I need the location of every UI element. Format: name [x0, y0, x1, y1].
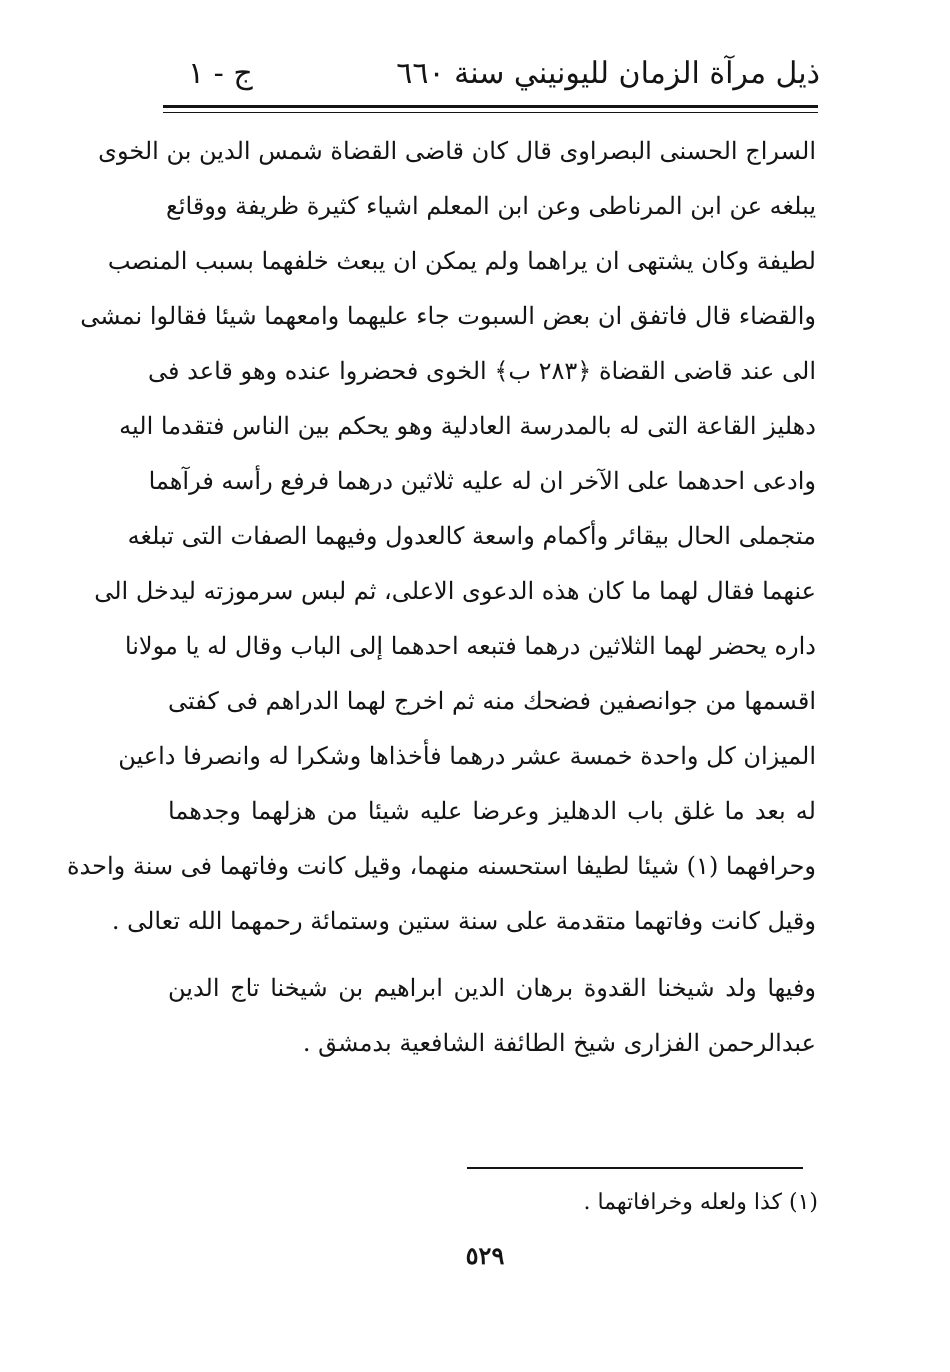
running-header	[160, 48, 820, 100]
text-line: يبلغه عن ابن المرناطى وعن ابن المعلم اشياء كثيرة ظريفة ووقائع	[166, 192, 816, 220]
text-line: الميزان كل واحدة خمسة عشر درهما فأخذاها وشكرا له وانصرفا داعين	[118, 742, 816, 770]
text-line: والقضاء قال فاتفق ان بعض السبوت جاء عليهما وامعهما شيئا فقالوا نمشى	[80, 302, 816, 330]
text-line: اقسمها من جوانصفين فضحك منه ثم اخرج لهما الدراهم فى كفتى	[168, 687, 816, 715]
text-line: عنهما فقال لهما ما كان هذه الدعوى الاعلى، ثم لبس سرموزته ليدخل الى	[94, 577, 816, 605]
text-line: وحرافهما (١) شيئا لطيفا استحسنه منهما، وقيل كانت وفاتهما فى سنة واحدة	[66, 852, 816, 880]
header-title: ذيل مرآة الزمان لليونيني سنة ٦٦٠	[396, 56, 820, 91]
footnote: (١) كذا ولعله وخرافاتهما .	[583, 1190, 818, 1215]
text-line: داره يحضر لهما الثلاثين درهما فتبعه احدهما إلى الباب وقال له يا مولانا	[124, 632, 816, 660]
text-line: دهليز القاعة التى له بالمدرسة العادلية وهو يحكم بين الناس فتقدما اليه	[119, 412, 816, 440]
text-line: لطيفة وكان يشتهى ان يراهما ولم يمكن ان يبعث خلفهما بسبب المنصب	[107, 247, 816, 275]
text-line: متجملى الحال بيقائر وأكمام واسعة كالعدول وفيهما الصفات التى تبلغه	[127, 522, 816, 550]
main-text	[66, 124, 816, 1071]
page-number: ٥٢٩	[465, 1241, 505, 1270]
text-line: له بعد ما غلق باب الدهليز وعرضا عليه شيئا من هزلهما وجدهما	[168, 797, 816, 825]
text-line: وادعى احدهما على الآخر ان له عليه ثلاثين درهما فرفع رأسه فرآهما	[148, 467, 816, 495]
text-line: السراج الحسنى البصراوى قال كان قاضى القضاة شمس الدين بن الخوى	[98, 137, 816, 165]
text-line: الى عند قاضى القضاة ﴿٢٨٣ ب﴾ الخوى فحضروا عنده وهو قاعد فى	[148, 357, 816, 385]
header-volume: ج - ١	[188, 56, 253, 91]
paragraph-1	[66, 124, 816, 949]
header-rule-thick	[163, 105, 818, 108]
paragraph-2	[168, 961, 816, 1071]
text-line: وقيل كانت وفاتهما متقدمة على سنة ستين وستمائة رحمهما الله تعالى .	[111, 907, 816, 935]
text-line: وفيها ولد شيخنا القدوة برهان الدين ابراهيم بن شيخنا تاج الدين	[168, 974, 816, 1002]
footnote-rule	[467, 1167, 803, 1169]
text-line: عبدالرحمن الفزارى شيخ الطائفة الشافعية بدمشق .	[302, 1029, 816, 1057]
header-rule-thin	[163, 112, 818, 113]
